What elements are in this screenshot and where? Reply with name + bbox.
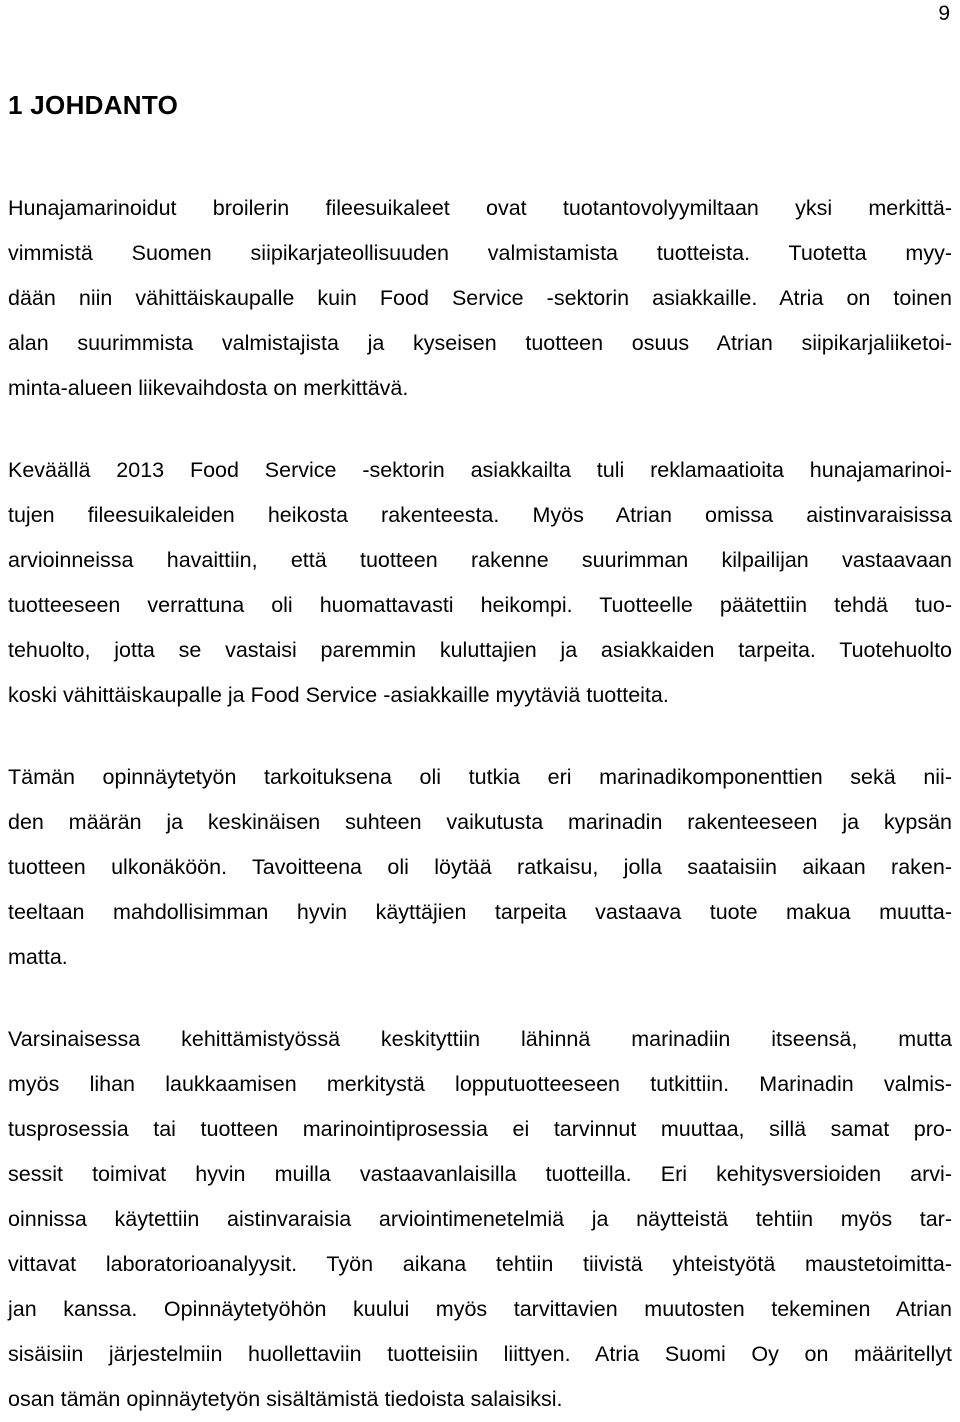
text-line: vimmistä Suomen siipikarjateollisuuden valmistamista tuotteista. Tuotetta myy- (8, 241, 952, 265)
text-line: alan suurimmista valmistajista ja kyseisen tuotteen osuus Atrian siipikarjaliiketoi- (8, 331, 952, 355)
text-line: oinnissa käytettiin aistinvaraisia arviointimenetelmiä ja näytteistä tehtiin myös tar- (8, 1207, 952, 1231)
text-line: arvioinneissa havaittiin, että tuotteen rakenne suurimman kilpailijan vastaavaan (8, 548, 952, 572)
text-line: teeltaan mahdollisimman hyvin käyttäjien tarpeita vastaava tuote makua muutta- (8, 900, 952, 924)
text-line: Tämän opinnäytetyön tarkoituksena oli tutkia eri marinadikomponenttien sekä nii- (8, 765, 952, 789)
text-line: koski vähittäiskaupalle ja Food Service -asiakkaille myytäviä tuotteita. (8, 683, 669, 707)
text-line: tehuolto, jotta se vastaisi paremmin kuluttajien ja asiakkaiden tarpeita. Tuotehuolto (8, 638, 952, 662)
text-line: jan kanssa. Opinnäytetyöhön kuului myös tarvittavien muutosten tekeminen Atrian (8, 1297, 952, 1321)
text-line: minta-alueen liikevaihdosta on merkittävä. (8, 376, 409, 400)
text-line: myös lihan laukkaamisen merkitystä lopputuotteeseen tutkittiin. Marinadin valmis- (8, 1072, 952, 1096)
paragraph-4 (8, 1017, 952, 1422)
paragraph-3 (8, 755, 952, 980)
text-line: vittavat laboratorioanalyysit. Työn aikana tehtiin tiivistä yhteistyötä maustetoimitta- (8, 1252, 952, 1276)
text-line: tusprosessia tai tuotteen marinointiprosessia ei tarvinnut muuttaa, sillä samat pro- (8, 1117, 952, 1141)
text-line: sessit toimivat hyvin muilla vastaavanlaisilla tuotteilla. Eri kehitysversioiden arvi- (8, 1162, 952, 1186)
text-line: tuotteen ulkonäköön. Tavoitteena oli löytää ratkaisu, jolla saataisiin aikaan raken- (8, 855, 952, 879)
text-line: sisäisiin järjestelmiin huollettaviin tuotteisiin liittyen. Atria Suomi Oy on määritellyt (8, 1342, 952, 1366)
text-line: matta. (8, 945, 68, 969)
text-line: tujen fileesuikaleiden heikosta rakenteesta. Myös Atrian omissa aistinvaraisissa (8, 503, 952, 527)
text-line: Keväällä 2013 Food Service -sektorin asiakkailta tuli reklamaatioita hunajamarinoi- (8, 458, 952, 482)
text-line: Varsinaisessa kehittämistyössä keskityttiin lähinnä marinadiin itseensä, mutta (8, 1027, 952, 1051)
chapter-heading: 1 JOHDANTO (8, 90, 179, 120)
text-line: den määrän ja keskinäisen suhteen vaikutusta marinadin rakenteeseen ja kypsän (8, 810, 952, 834)
text-line: osan tämän opinnäytetyön sisältämistä tiedoista salaisiksi. (8, 1387, 563, 1411)
text-line: tuotteeseen verrattuna oli huomattavasti heikompi. Tuotteelle päätettiin tehdä tuo- (8, 593, 952, 617)
page-number: 9 (938, 2, 950, 25)
body-text (8, 186, 952, 1422)
paragraph-2 (8, 448, 952, 718)
text-line: dään niin vähittäiskaupalle kuin Food Service -sektorin asiakkaille. Atria on toinen (8, 286, 952, 310)
paragraph-1 (8, 186, 952, 411)
text-line: Hunajamarinoidut broilerin fileesuikaleet ovat tuotantovolyymiltaan yksi merkittä- (8, 196, 952, 220)
